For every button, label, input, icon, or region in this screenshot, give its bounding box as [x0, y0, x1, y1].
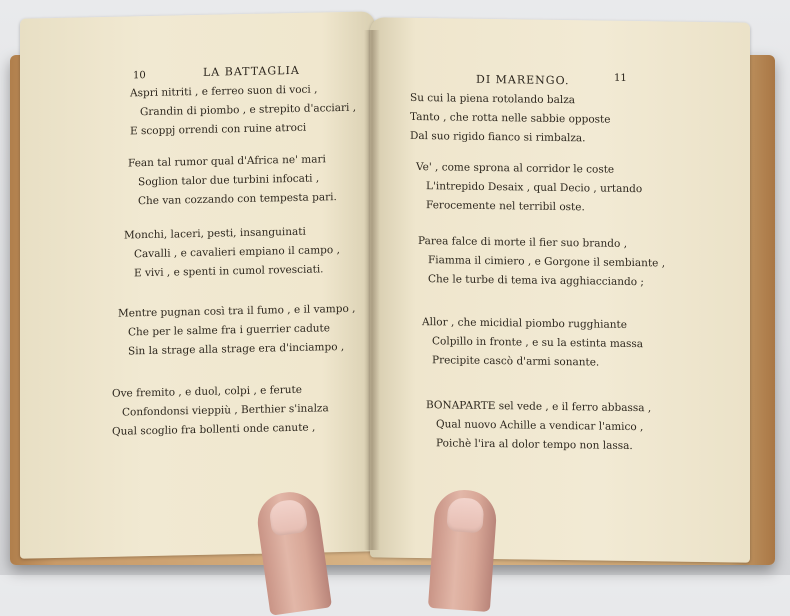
verse-line: Allor , che micidial piombo rugghiante	[422, 316, 627, 331]
left-stanza-1	[120, 80, 356, 142]
left-page	[20, 11, 375, 558]
left-stanza-5	[112, 380, 329, 442]
left-running-header: LA BATTAGLIA	[203, 63, 300, 79]
right-page-number: 11	[614, 72, 627, 84]
right-page	[370, 17, 750, 562]
verse-line: Soglion talor due turbini infocati ,	[138, 172, 320, 189]
verse-line: Poichè l'ira al dolor tempo non lassa.	[436, 437, 633, 453]
verse-line: Fiamma il cimiero , e Gorgone il sembiante ,	[428, 254, 666, 270]
right-stanza-4	[422, 313, 643, 373]
verse-line: Che per le salme fra i guerrier cadute	[128, 322, 330, 339]
verse-line: Confondonsi vieppiù , Berthier s'inalza	[122, 402, 329, 419]
verse-line: Qual nuovo Achille a vendicar l'amico ,	[436, 418, 644, 434]
verse-line: Tanto , che rotta nelle sabbie opposte	[410, 110, 611, 126]
left-stanza-2	[128, 150, 337, 211]
verse-line: Ove fremito , e duol, colpi , e ferute	[112, 383, 302, 400]
verse-line: Dal suo rigido fianco si rimbalza.	[410, 129, 586, 145]
verse-line: L'intrepido Desaix , qual Decio , urtando	[426, 180, 643, 196]
book-gutter	[364, 30, 380, 550]
left-page-number: 10	[133, 70, 146, 82]
verse-line: Aspri nitriti , e ferreo suon di voci ,	[130, 83, 318, 100]
verse-line: Su cui la piena rotolando balza	[410, 91, 576, 107]
verse-line: BONAPARTE sel vede , e il ferro abbassa ,	[426, 399, 652, 415]
verse-line: Parea falce di morte il fier suo brando ,	[418, 235, 628, 250]
right-stanza-3	[418, 232, 665, 292]
verse-line: Colpillo in fronte , e su la estinta massa	[432, 335, 644, 351]
right-stanza-5	[426, 396, 651, 456]
right-thumb	[428, 488, 498, 612]
verse-line: Cavalli , e cavalieri empiano il campo ,	[134, 244, 340, 261]
verse-line: Sin la strage alla strage era d'inciampo ,	[128, 340, 345, 358]
left-stanza-3	[124, 222, 340, 284]
verse-line: E vivi , e spenti in cumol rovesciati.	[134, 263, 324, 280]
left-thumbnail	[268, 498, 308, 537]
verse-line: E scoppj orrendi con ruine atroci	[130, 121, 307, 138]
verse-line: Fean tal rumor qual d'Africa ne' mari	[128, 153, 326, 170]
verse-line: Che van cozzando con tempesta pari.	[138, 191, 337, 208]
verse-line: Ve' , come sprona al corridor le coste	[416, 160, 615, 176]
verse-line: Precipite cascò d'armi sonante.	[432, 354, 600, 369]
verse-line: Grandin di piombo , e strepito d'acciari ,	[140, 101, 357, 119]
verse-line: Mentre pugnan così tra il fumo , e il vampo ,	[118, 302, 356, 320]
right-stanza-2	[416, 158, 642, 218]
right-stanza-1	[410, 89, 611, 149]
verse-line: Che le turbe di tema iva agghiacciando ;	[428, 273, 644, 289]
verse-line: Ferocemente nel terribil oste.	[426, 199, 585, 214]
right-running-header: DI MARENGO.	[476, 72, 570, 88]
left-stanza-4	[118, 300, 355, 362]
verse-line: Monchi, laceri, pesti, insanguinati	[124, 225, 306, 242]
verse-line: Qual scoglio fra bollenti onde canute ,	[112, 421, 316, 438]
right-thumbnail	[446, 497, 484, 533]
